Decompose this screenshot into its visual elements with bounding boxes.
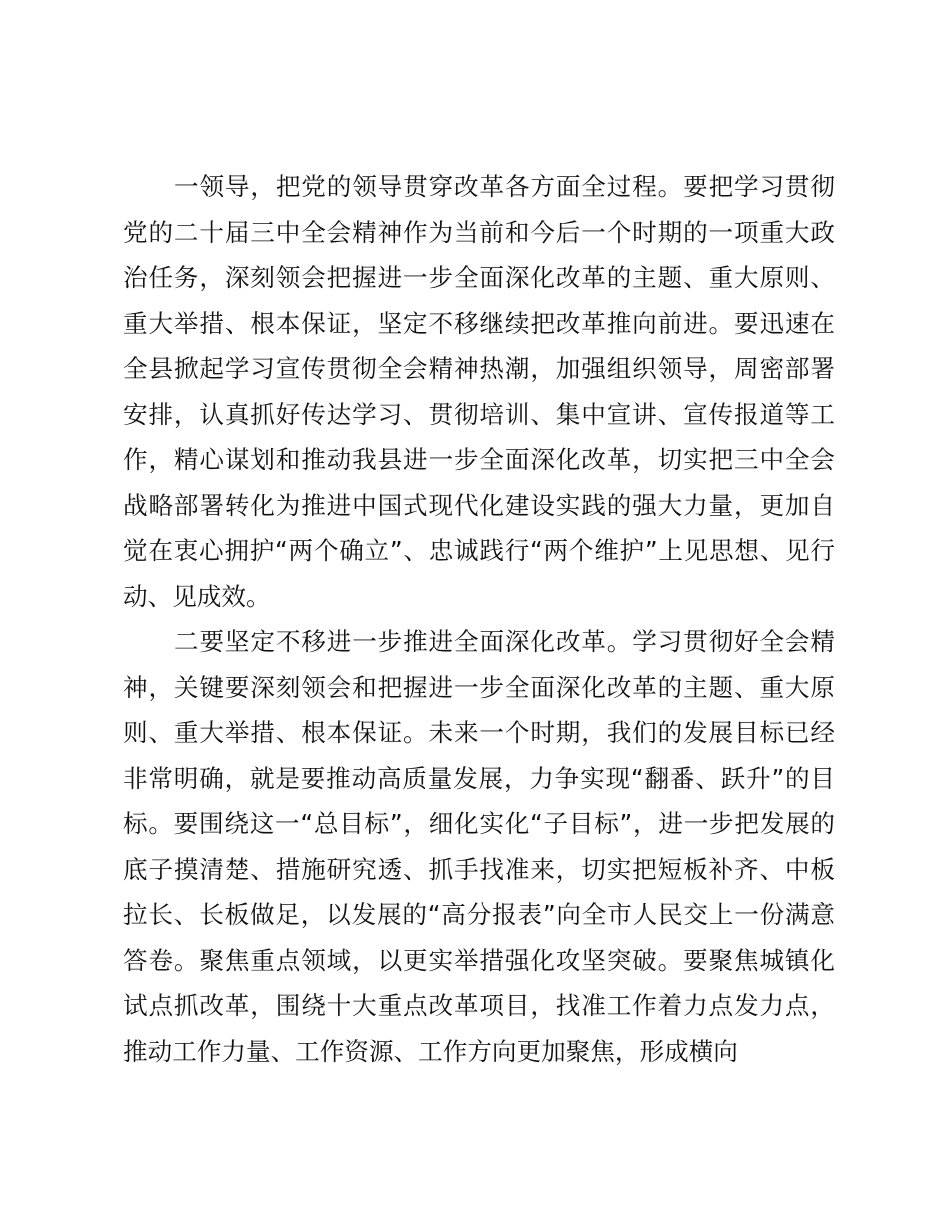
paragraph-line: 标。要围绕这一“总目标”，细化实化“子目标”，进一步把发展的 [123,809,835,838]
paragraph-line: 重大举措、根本保证，坚定不移继续把改革推向前进。要迅速在 [123,308,835,338]
paragraph-line: 全县掀起学习宣传贯彻全会精神热潮，加强组织领导，周密部署 [123,354,835,383]
paragraph-line: 答卷。聚焦重点领域，以更实举措强化攻坚突破。要聚焦城镇化 [123,945,835,975]
paragraph-line: 治任务，深刻领会把握进一步全面深化改革的主题、重大原则、 [123,263,835,292]
paragraph-line: 推动工作力量、工作资源、工作方向更加聚焦，形成横向 [123,1036,738,1066]
paragraph-line: 觉在衷心拥护“两个确立”、忠诚践行“两个维护”上见思想、见行 [123,536,835,565]
paragraph-line: 党的二十届三中全会精神作为当前和今后一个时期的一项重大政 [123,217,835,247]
paragraph-line: 一领导，把党的领导贯穿改革各方面全过程。要把学习贯彻 [174,172,835,201]
paragraph-line: 神，关键要深刻领会和把握进一步全面深化改革的主题、重大原 [123,672,835,702]
document-body [123,164,835,1074]
paragraph-line: 底子摸清楚、措施研究透、抓手找准来，切实把短板补齐、中板 [123,854,835,884]
paragraph-line: 动、见成效。 [123,581,271,611]
paragraph-line: 二要坚定不移进一步推进全面深化改革。学习贯彻好全会精 [174,627,835,656]
paragraph-line: 拉长、长板做足，以发展的“高分报表”向全市人民交上一份满意 [123,900,835,929]
paragraph-1 [123,164,835,619]
paragraph-2 [123,619,835,1074]
paragraph-line: 战略部署转化为推进中国式现代化建设实践的强大力量，更加自 [123,490,835,520]
paragraph-line: 非常明确，就是要推动高质量发展，力争实现“翻番、跃升”的目 [123,763,836,793]
paragraph-line: 则、重大举措、根本保证。未来一个时期，我们的发展目标已经 [123,718,835,747]
paragraph-line: 作，精心谋划和推动我县进一步全面深化改革，切实把三中全会 [123,445,835,474]
paragraph-line: 试点抓改革，围绕十大重点改革项目，找准工作着力点发力点， [123,991,835,1020]
paragraph-line: 安排，认真抓好传达学习、贯彻培训、集中宣讲、宣传报道等工 [123,399,835,429]
